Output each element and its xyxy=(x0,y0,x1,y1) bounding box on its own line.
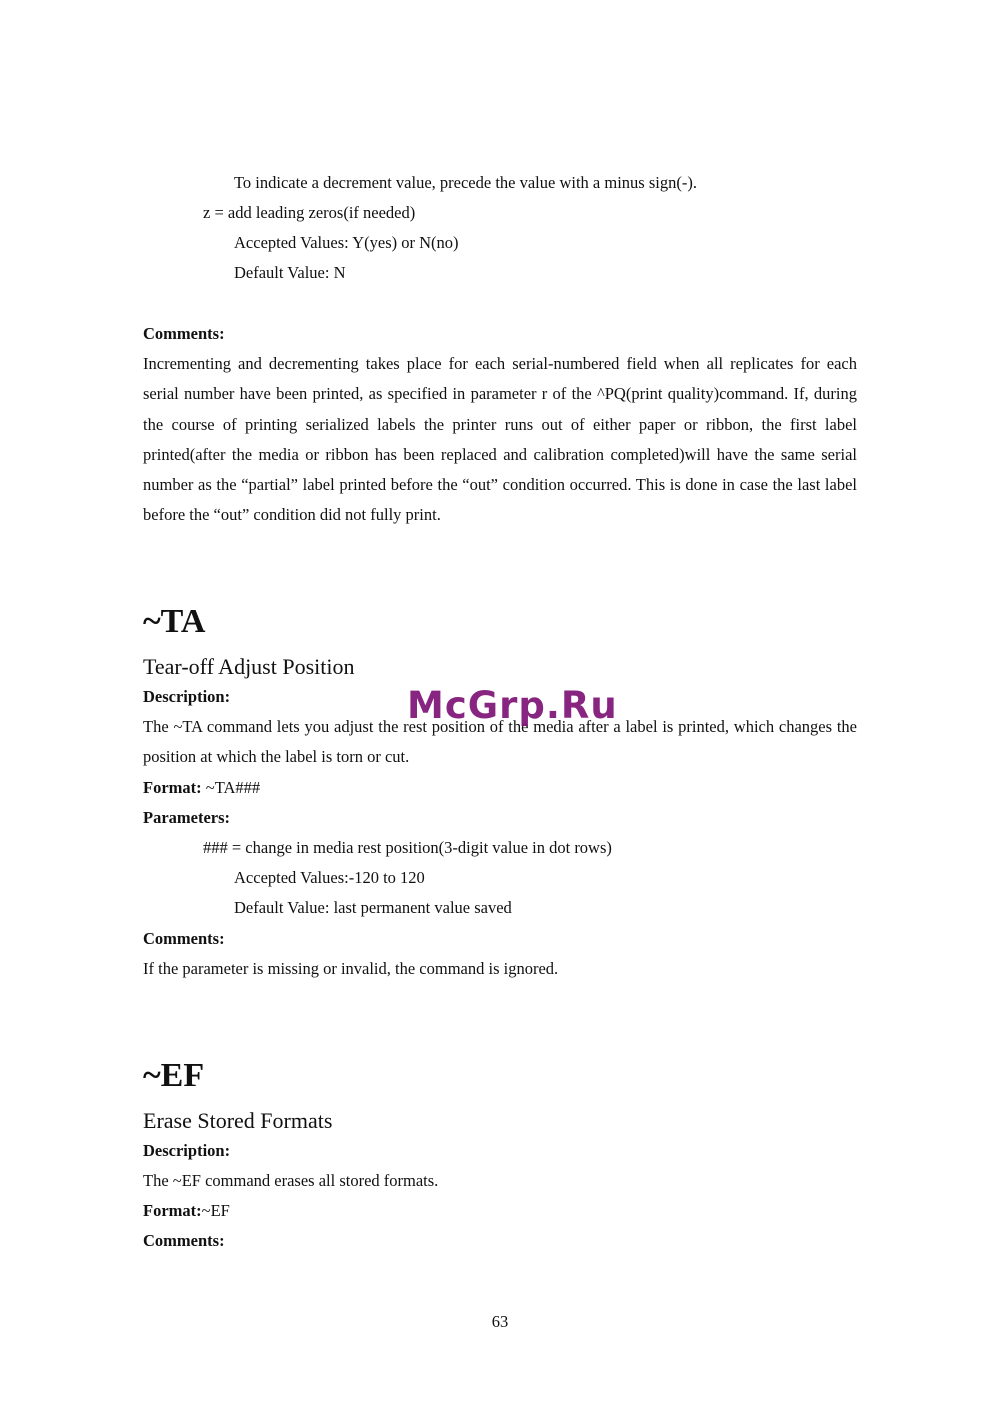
ta-description-heading: Description: xyxy=(143,687,231,706)
ta-default-value: Default Value: last permanent value saved xyxy=(234,898,512,917)
decrement-note: To indicate a decrement value, precede the value with a minus sign(-). xyxy=(234,173,697,192)
ta-format-value: ~TA### xyxy=(201,778,261,797)
ta-comments-text: If the parameter is missing or invalid, the command is ignored. xyxy=(143,959,559,978)
ta-description-paragraph: The ~TA command lets you adjust the rest position of the media after a label is printed, which changes the position at which the label is torn or cut. xyxy=(143,717,857,767)
ta-parameters-heading: Parameters: xyxy=(143,808,231,827)
ta-format-label: Format: xyxy=(143,778,202,797)
z-parameter: z = add leading zeros(if needed) xyxy=(203,203,416,222)
ef-description-heading: Description: xyxy=(143,1141,231,1160)
ta-accepted-values: Accepted Values:-120 to 120 xyxy=(234,868,425,887)
command-subtitle-ta: Tear-off Adjust Position xyxy=(143,654,355,679)
ta-format-line xyxy=(143,778,260,798)
command-title-ef: ~EF xyxy=(143,1057,205,1094)
watermark-logo: McGrp.Ru xyxy=(407,684,618,727)
page-number: 63 xyxy=(491,1312,509,1331)
comments-paragraph: Incrementing and decrementing takes place for each serial-numbered field when all replicates for each serial number have been printed, as specified in parameter r of the ^PQ(print quality)command. If, during the course of printing serialized labels the printer runs out of either paper or ribbon, the first label printed(after the media or ribbon has been replaced and calibration completed)will have the same serial number as the “partial” label printed before the “out” condition occurred. This is done in case the last label before the “out” condition did not fully print. xyxy=(143,354,857,525)
z-accepted-values: Accepted Values: Y(yes) or N(no) xyxy=(234,233,459,252)
comments-heading: Comments: xyxy=(143,324,225,343)
ef-format-line xyxy=(143,1201,230,1221)
command-title-ta: ~TA xyxy=(143,603,206,640)
ef-description-text: The ~EF command erases all stored formats. xyxy=(143,1171,439,1190)
ef-format-label: Format: xyxy=(143,1201,202,1220)
ta-comments-heading: Comments: xyxy=(143,929,225,948)
ta-parameter-line: ### = change in media rest position(3-digit value in dot rows) xyxy=(203,838,612,857)
ef-format-value: ~EF xyxy=(201,1201,230,1220)
z-default-value: Default Value: N xyxy=(234,263,346,282)
command-subtitle-ef: Erase Stored Formats xyxy=(143,1108,333,1133)
ef-comments-heading: Comments: xyxy=(143,1231,225,1250)
